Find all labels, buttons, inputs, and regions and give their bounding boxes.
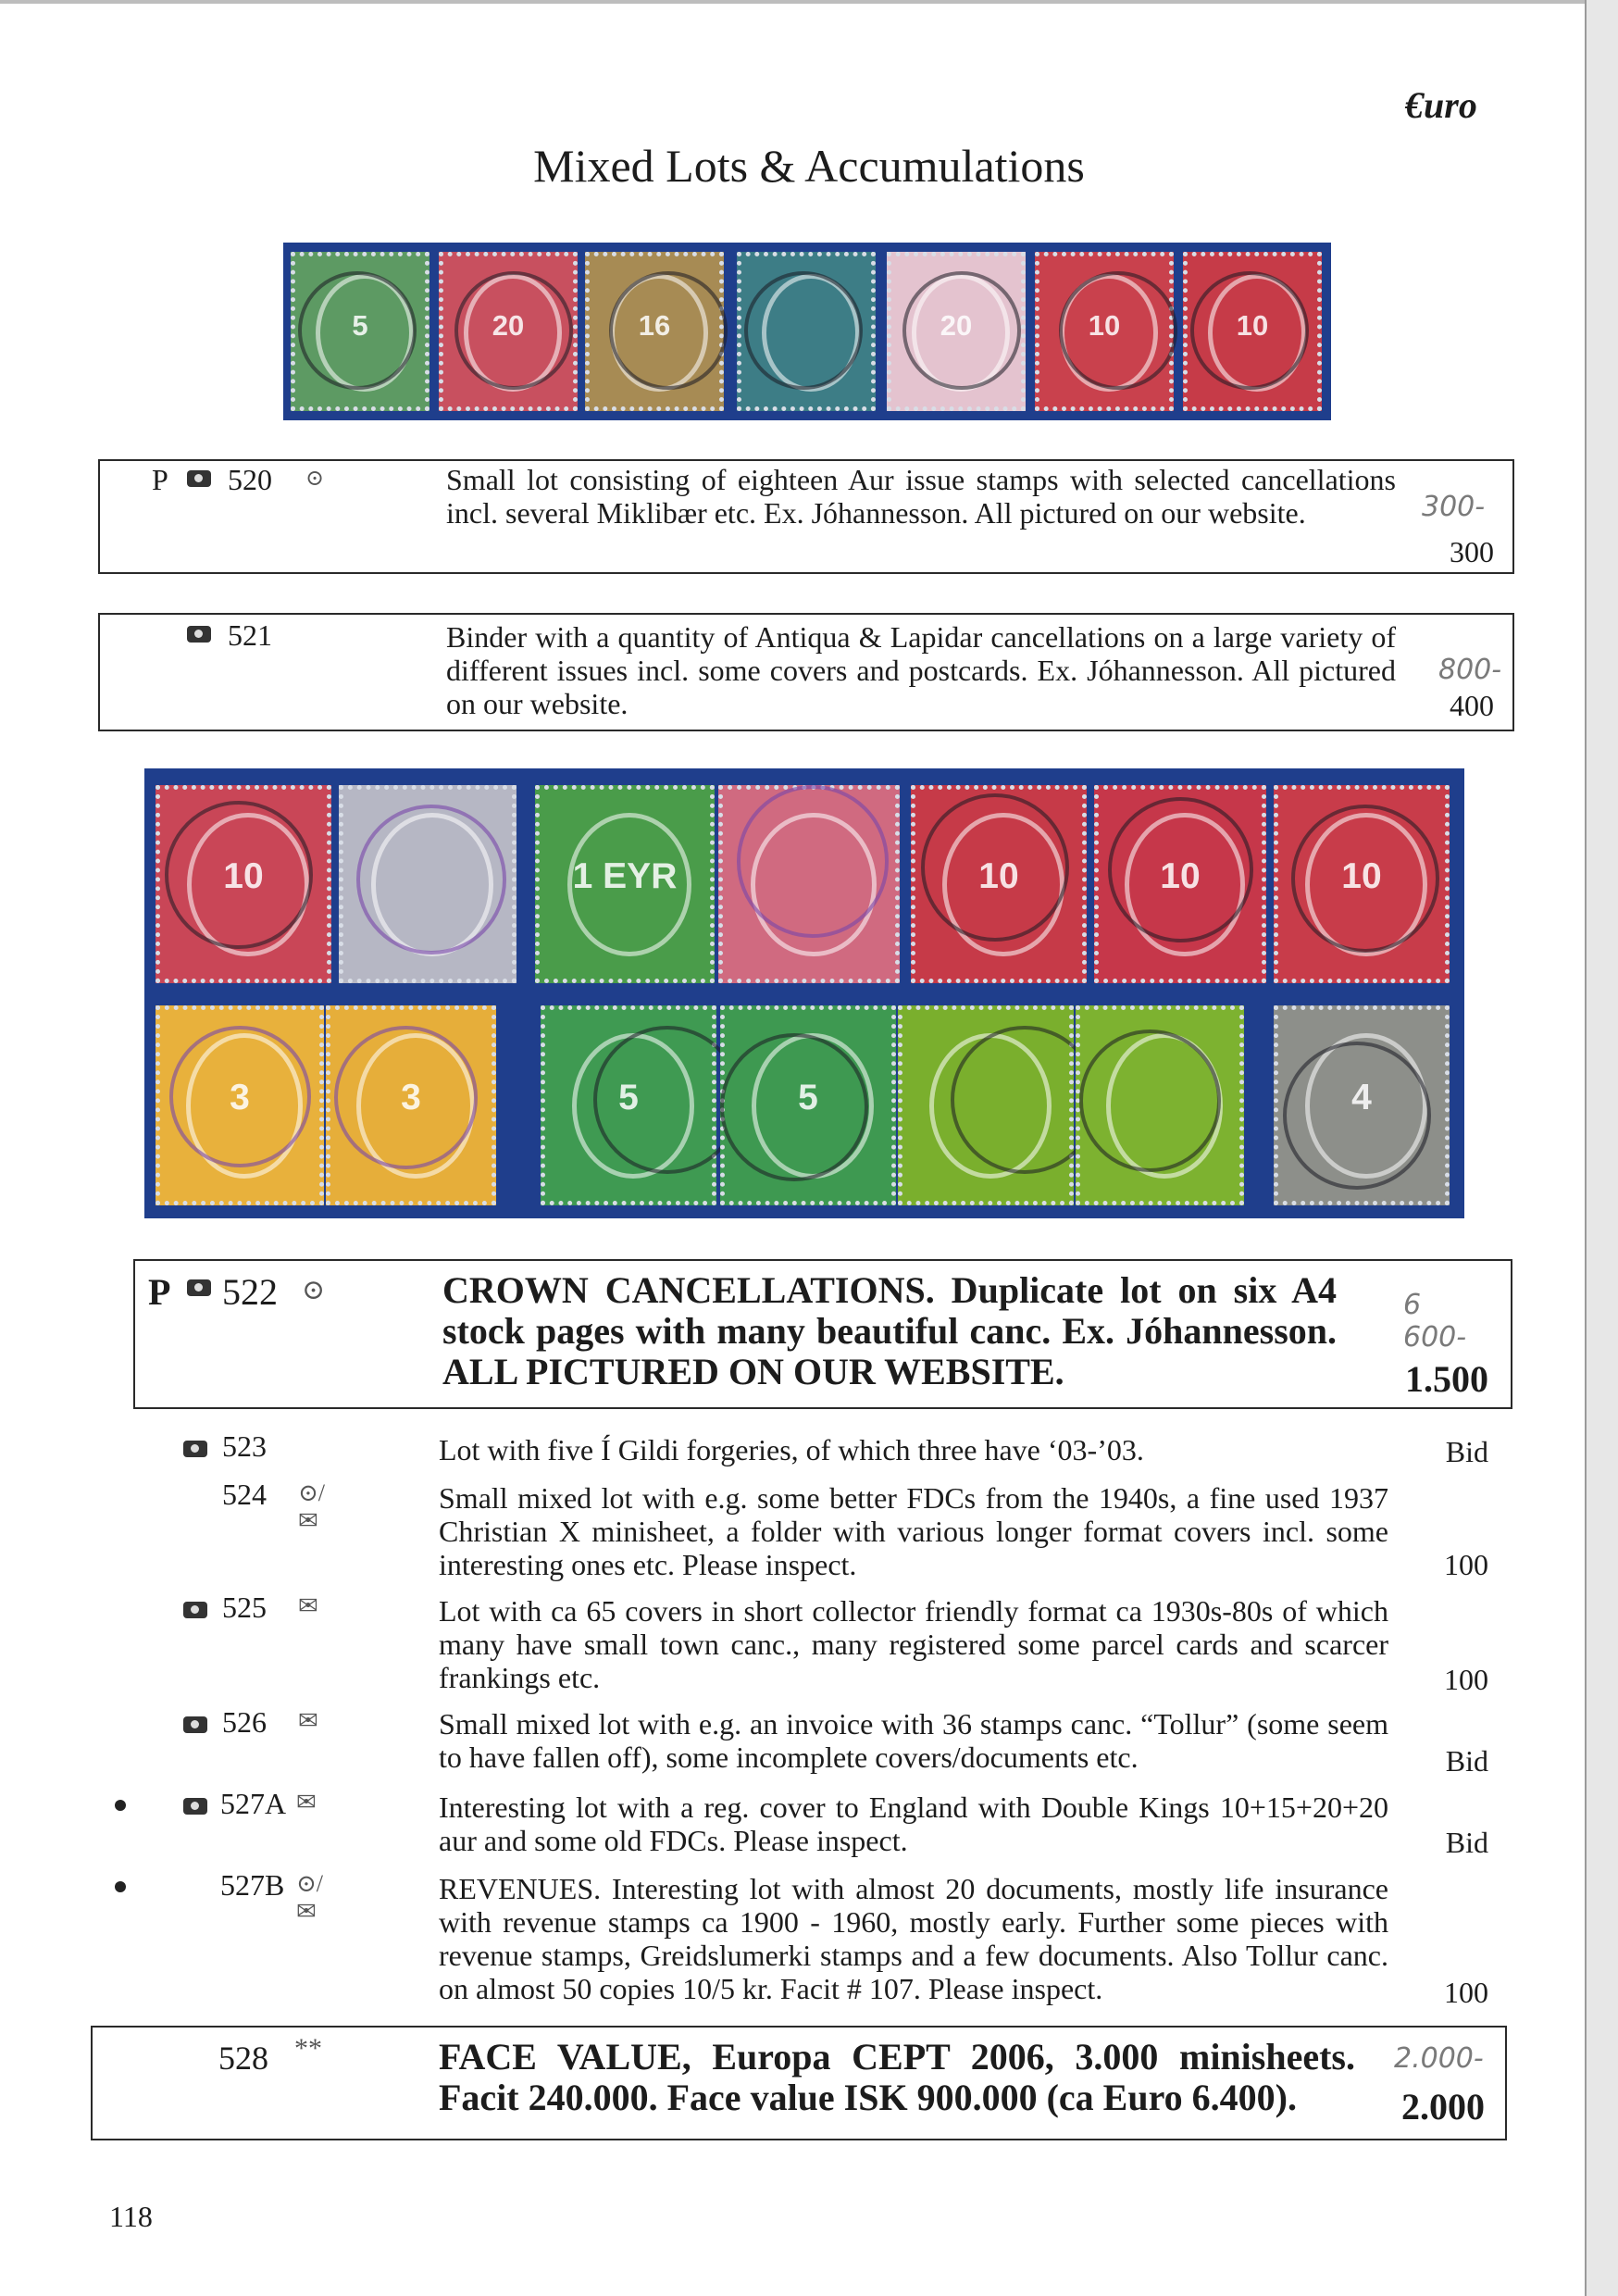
postmark <box>1059 271 1177 390</box>
stamp-value: 16 <box>638 308 671 342</box>
handwritten-note: 2.000- <box>1394 2042 1484 2075</box>
stamp-image <box>585 252 724 411</box>
stamp-value: 10 <box>1160 856 1201 897</box>
stamp-image <box>326 1005 496 1205</box>
stamp-image <box>1035 252 1174 411</box>
condition-symbol: ** <box>294 2033 322 2064</box>
handwritten-note: 6 600- <box>1403 1289 1467 1354</box>
handwritten-note: 300- <box>1422 491 1486 523</box>
stamp-value: 5 <box>352 308 368 342</box>
stamp-value: 5 <box>618 1077 639 1117</box>
postmark <box>744 271 863 390</box>
lot-number: 524 <box>222 1478 267 1511</box>
postmark <box>1291 805 1439 953</box>
lot-number: 523 <box>222 1429 267 1463</box>
postmark <box>454 271 573 390</box>
lot-description: CROWN CANCELLATIONS. Duplicate lot on six A4 stock pages with many beautiful canc. Ex. Jóhannesson. ALL PICTURED ON OUR WEBSITE. <box>442 1269 1337 1392</box>
lot-price: 100 <box>1444 1663 1488 1696</box>
lot-number: 522 <box>222 1271 278 1313</box>
lot-number: 527B <box>220 1868 285 1902</box>
stamp-image <box>156 1005 324 1205</box>
stamp-value: 5 <box>798 1077 818 1117</box>
pictured-mark: P <box>152 463 168 496</box>
stamp-image <box>898 1005 1074 1205</box>
stamp-value: 10 <box>1236 308 1269 342</box>
camera-icon <box>183 1441 207 1457</box>
lot-description: Small mixed lot with e.g. an invoice with 36 stamps canc. “Tollur” (some seem to have fallen off), some incomplete covers/documents etc. <box>439 1707 1388 1774</box>
stamp-value: 3 <box>230 1077 250 1117</box>
postmark <box>737 785 890 938</box>
postmark <box>298 271 417 390</box>
page-edge <box>0 0 1587 4</box>
postmark <box>1108 797 1253 942</box>
page-edge <box>1585 0 1618 2296</box>
stamp-image <box>887 252 1026 411</box>
lot-price: 400 <box>1450 689 1494 722</box>
lot-description: Interesting lot with a reg. cover to England with Double Kings 10+15+20+20 aur and some old FDCs. Please inspect. <box>439 1791 1388 1857</box>
postmark <box>720 1033 868 1181</box>
postmark <box>593 1026 741 1174</box>
lot-description: Small mixed lot with e.g. some better FDCs from the 1940s, a fine used 1937 Christian X minisheet, a folder with various longer format covers incl. some interesting ones etc. Please inspect. <box>439 1481 1388 1581</box>
lot-price: 100 <box>1444 1548 1488 1581</box>
stamp-image <box>737 252 876 411</box>
lot-number: 525 <box>222 1591 267 1624</box>
lot-number: 528 <box>218 2040 268 2077</box>
postmark <box>921 793 1069 942</box>
lot-number: 526 <box>222 1705 267 1739</box>
stamp-image <box>911 785 1087 983</box>
stamp-value: 20 <box>492 308 525 342</box>
condition-symbol: ✉ <box>298 1707 318 1734</box>
condition-symbol: ✉ <box>296 1789 317 1816</box>
camera-icon <box>183 1602 207 1618</box>
lot-number: 521 <box>228 618 272 652</box>
stamp-image <box>439 252 578 411</box>
lot-description: Binder with a quantity of Antiqua & Lapidar cancellations on a large variety of different issues incl. some covers and postcards. Ex. Jóhannesson. All pictured on our website. <box>446 620 1396 720</box>
stamp-value: 4 <box>1351 1077 1372 1117</box>
stamp-image <box>1076 1005 1244 1205</box>
stamp-image <box>339 785 517 983</box>
lot-price: 1.500 <box>1405 1358 1488 1400</box>
lot-description: Lot with five Í Gildi forgeries, of which three have ‘03-’03. <box>439 1433 1144 1466</box>
lot-price: Bid <box>1445 1744 1488 1778</box>
postmark <box>169 1026 312 1168</box>
stamp-image <box>718 785 900 983</box>
lot-price: 100 <box>1444 1976 1488 2009</box>
postmark <box>902 271 1021 390</box>
postmark <box>165 801 313 949</box>
lot-description: REVENUES. Interesting lot with almost 20 documents, mostly life insurance with revenue stamps ca 1900 - 1960, mostly early. Further some pieces with revenue stamps, Greidslumerki stamps and a few documents. Also Tollur canc. on almost 50 copies 10/5 kr. Facit # 107. Please inspect. <box>439 1872 1388 2005</box>
postmark <box>1283 1042 1431 1190</box>
condition-symbol: ⊙ <box>302 1275 326 1305</box>
bullet-marker <box>115 1881 126 1892</box>
camera-icon <box>187 626 211 643</box>
postmark <box>334 1026 478 1169</box>
stamp-value: 3 <box>401 1077 421 1117</box>
currency-label: €uro <box>1405 84 1477 126</box>
condition-symbol: ✉ <box>298 1592 318 1619</box>
stamp-value: 20 <box>940 308 973 342</box>
stamp-value: 10 <box>223 856 264 897</box>
lot-price: Bid <box>1445 1826 1488 1859</box>
lot-number: 527A <box>220 1787 287 1820</box>
condition-symbol: ⊙/ ✉ <box>298 1479 326 1534</box>
stamp-value: 10 <box>1341 856 1382 897</box>
lot-price: Bid <box>1445 1435 1488 1468</box>
lot-description: Lot with ca 65 covers in short collector friendly format ca 1930s-80s of which many have small town canc., many registered some parcel cards and scarcer frankings etc. <box>439 1594 1388 1694</box>
stamp-image <box>720 1005 896 1205</box>
stamp-image <box>535 785 715 983</box>
bullet-marker <box>115 1800 126 1811</box>
lot-description: FACE VALUE, Europa CEPT 2006, 3.000 minisheets. Facit 240.000. Face value ISK 900.000 (ca Euro 6.400). <box>439 2036 1355 2118</box>
stamp-image <box>1094 785 1266 983</box>
postmark <box>356 805 506 955</box>
lot-description: Small lot consisting of eighteen Aur issue stamps with selected cancellations incl. several Miklibær etc. Ex. Jóhannesson. All pictured on our website. <box>446 463 1396 530</box>
camera-icon <box>187 1279 211 1296</box>
stamp-image <box>541 1005 716 1205</box>
condition-symbol: ⊙/ ✉ <box>296 1870 324 1925</box>
pictured-mark: P <box>148 1271 171 1313</box>
page-number: 118 <box>109 2200 153 2233</box>
postmark <box>1190 271 1309 390</box>
stamp-image <box>1183 252 1322 411</box>
camera-icon <box>187 470 211 487</box>
postmark <box>1079 1029 1222 1172</box>
stamp-image <box>291 252 429 411</box>
stamp-image <box>1274 1005 1450 1205</box>
lot-number: 520 <box>228 463 272 496</box>
lot-price: 300 <box>1450 535 1494 568</box>
stamp-value: 10 <box>978 856 1019 897</box>
stamp-image <box>1274 785 1450 983</box>
handwritten-note: 800- <box>1438 654 1502 686</box>
postmark <box>609 271 728 390</box>
page-title: Mixed Lots & Accumulations <box>533 140 1085 192</box>
lot-price: 2.000 <box>1401 2086 1485 2128</box>
stamp-value: 10 <box>1088 308 1121 342</box>
camera-icon <box>183 1716 207 1733</box>
condition-symbol: ⊙ <box>305 467 325 491</box>
camera-icon <box>183 1798 207 1815</box>
stamp-image <box>156 785 331 983</box>
stamp-value: 1 EYR <box>572 856 678 897</box>
